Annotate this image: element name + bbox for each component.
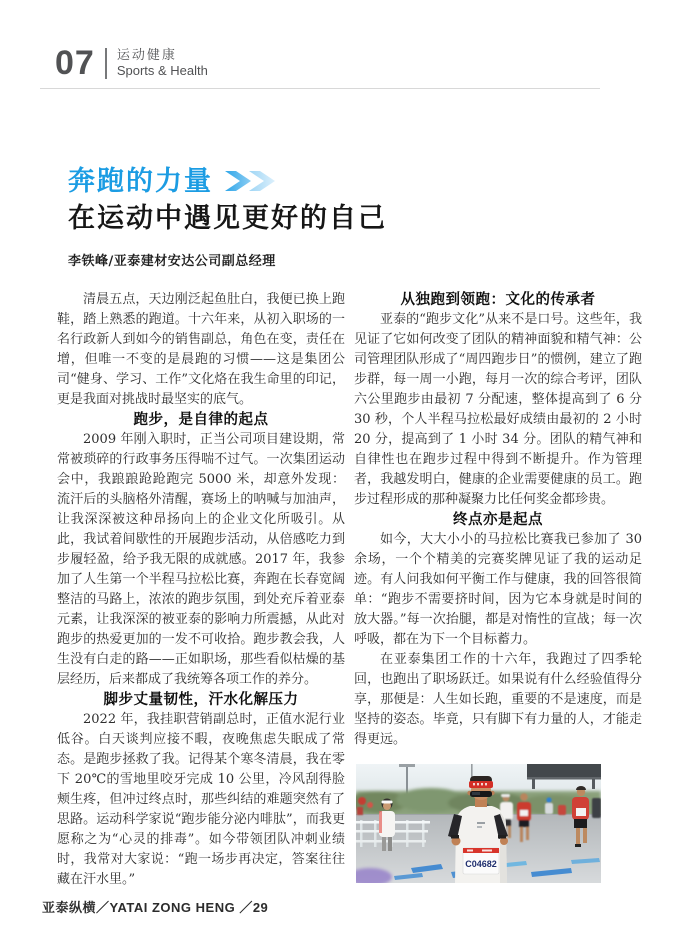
article-title-row — [68, 166, 387, 196]
page-header — [55, 46, 208, 80]
article-body — [57, 290, 642, 890]
paragraph: 在亚泰集团工作的十六年，我跑过了四季轮回，也跑出了职场跃迁。如果说有什么经验值得分享，那便是：人生如长跑，重要的不是速度，而是坚持的姿态。毕竟，只有脚下有力量的人，才能走得更远。 — [354, 652, 642, 747]
left-column — [57, 290, 345, 890]
paragraph: 亚泰的“跑步文化”从来不是口号。这些年，我见证了它如何改变了团队的精神面貌和精气神：公司管理团队形成了“周四跑步日”的惯例，建立了跑步群，每一周一小跑，每月一次的综合考评，团队六公里跑步由最初 7 分配速，整体提高到了 6 分 30 秒，个人半程马拉松最好成绩由最初的 2 小时 20 分，提高到了 1 小时 34 分。团队的精气神和自律性也在跑步过程中得到不断提升。作为管理者，我越发明白，健康的企业需要健康的员工。跑步过程形成的那种凝聚力比任何奖金都珍贵。 — [354, 312, 642, 507]
section-title-en: Sports & Health — [116, 63, 208, 78]
section-title — [117, 46, 208, 78]
section-heading: 从独跑到领跑：文化的传承者 — [400, 292, 596, 308]
marathon-photo-art — [356, 764, 601, 883]
paragraph: 2009 年刚入职时，正当公司项目建设期，常常被琐碎的行政事务压得喘不过气。一次集团运动会中，我踉踉跄跄跑完 5000 米，却意外发现：流汗后的头脑格外清醒，赛场上的呐喊与加油声，让我深深被这种昂扬向上的企业文化所吸引。从此，我试着间歇性的开展跑步活动，从倍感吃力到步履轻盈，给予我无限的成就感。2017 年，我参加了人生第一个半程马拉松比赛，奔跑在长春宽阔整洁的马路上，浓浓的跑步氛围，到处充斥着亚泰元素，让我深深的被亚泰的影响力所震撼，从此对跑步的热爱更加的一发不可收拾。跑步教会我，人生没有白走的路——正如职场，那些看似枯燥的基层经历，后来都成了我统筹各项工作的养分。 — [57, 432, 345, 687]
marathon-photo — [356, 764, 601, 883]
right-column — [354, 290, 642, 890]
article-subtitle: 在运动中遇见更好的自己 — [68, 203, 387, 233]
bib-number: C04682 — [465, 859, 497, 869]
section-heading: 终点亦是起点 — [453, 512, 543, 528]
race-bib — [463, 848, 499, 874]
paragraph: 2022 年，我挂职营销副总时，正值水泥行业低谷。白天谈判应接不暇，夜晚焦虑失眠成了常态。是跑步拯救了我。记得某个寒冬清晨，我在零下 20℃的雪地里咬牙完成 10 公里，冷风刮得脸颊生疼，但冲过终点时，那些纠结的难题突然有了思路。运动科学家说“跑步能分泌内啡肽”，而我更愿称之为“心灵的排毒”。如今带领团队冲刺业绩时，我常对大家说：“跑一场步再决定，答案往往藏在汗水里。” — [57, 712, 345, 887]
page-footer — [42, 897, 268, 916]
paragraph: 如今，大大小小的马拉松比赛我已参加了 30 余场，一个个精美的完赛奖牌见证了我的运动足迹。有人问我如何平衡工作与健康，我的回答很简单：“跑步不需要挤时间，因为它本身就是时间的放大器。”每一次抬腿，都是对惰性的宣战；每一次呼吸，都在为下一个目标蓄力。 — [354, 532, 642, 647]
header-rule — [40, 88, 600, 89]
article-title: 奔跑的力量 — [68, 166, 213, 196]
title-block — [68, 166, 387, 269]
section-title-cn: 运动健康 — [116, 47, 177, 62]
footer-text: 亚泰纵横／YATAI ZONG HENG ／29 — [42, 900, 269, 915]
header-divider — [105, 48, 107, 79]
byline: 李铁峰/亚泰建材安达公司副总经理 — [68, 254, 276, 269]
section-heading: 脚步丈量韧性，汗水化解压力 — [103, 692, 299, 708]
chevrons-icon — [225, 170, 281, 192]
paragraph: 清晨五点，天边刚泛起鱼肚白，我便已换上跑鞋，踏上熟悉的跑道。十六年来，从初入职场的一名行政新人到如今的销售副总，角色在变，责任在增，但唯一不变的是晨跑的习惯——这是集团公司“健身、学习、工作”文化烙在我生命里的印记，更是我面对挑战时最坚实的底气。 — [57, 292, 345, 407]
section-heading: 跑步，是自律的起点 — [133, 412, 269, 428]
page-number: 07 — [55, 44, 95, 82]
